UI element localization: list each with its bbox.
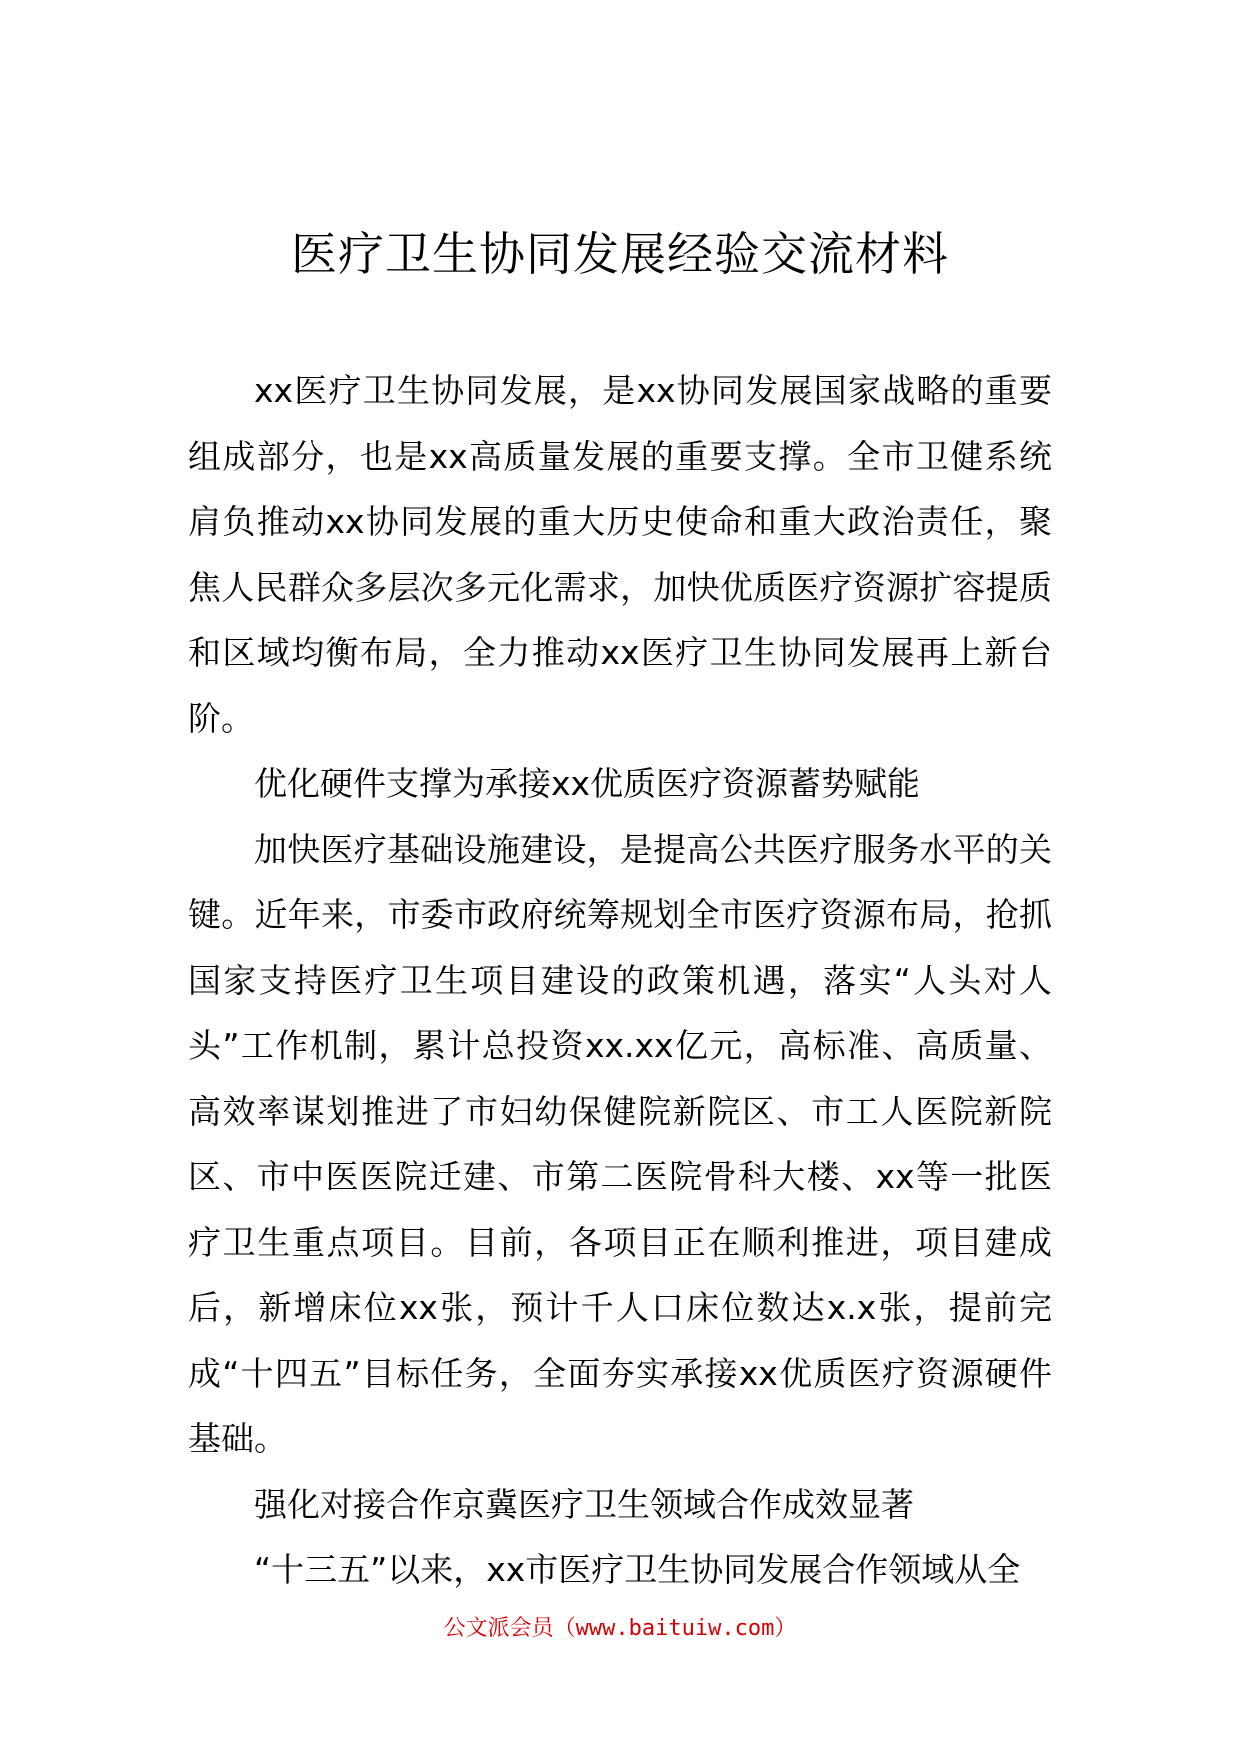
- paragraph-intro: xx医疗卫生协同发展，是xx协同发展国家战略的重要组成部分，也是xx高质量发展的重要支撑。全市卫健系统肩负推动xx协同发展的重大历史使命和重大政治责任，聚焦人民群众多层次多元化需求，加快优质医疗资源扩容提质和区域均衡布局，全力推动xx医疗卫生协同发展再上新台阶。: [188, 371, 1052, 738]
- document-body: [188, 358, 1052, 1603]
- document-title: 医疗卫生协同发展经验交流材料: [291, 227, 949, 281]
- section-heading-hardware: 优化硬件支撑为承接xx优质医疗资源蓄势赋能: [254, 764, 921, 803]
- paragraph-infrastructure: 加快医疗基础设施建设，是提高公共医疗服务水平的关键。近年来，市委市政府统筹规划全市医疗资源布局，抢抓国家支持医疗卫生项目建设的政策机遇，落实“人头对人头”工作机制，累计总投资xx.xx亿元，高标准、高质量、高效率谋划推进了市妇幼保健院新院区、市工人医院新院区、市中医医院迁建、市第二医院骨科大楼、xx等一批医疗卫生重点项目。目前，各项目正在顺利推进，项目建成后，新增床位xx张，预计千人口床位数达x.x张，提前完成“十四五”目标任务，全面夯实承接xx优质医疗资源硬件基础。: [188, 829, 1052, 1458]
- footer-url: （www.baituiw.com）: [553, 1616, 797, 1641]
- footer-label: 公文派会员: [443, 1616, 554, 1641]
- page-footer: [0, 1614, 1240, 1644]
- section-heading-cooperation: 强化对接合作京冀医疗卫生领域合作成效显著: [254, 1484, 914, 1524]
- paragraph-cooperation: “十三五”以来，xx市医疗卫生协同发展合作领域从全: [254, 1550, 1021, 1589]
